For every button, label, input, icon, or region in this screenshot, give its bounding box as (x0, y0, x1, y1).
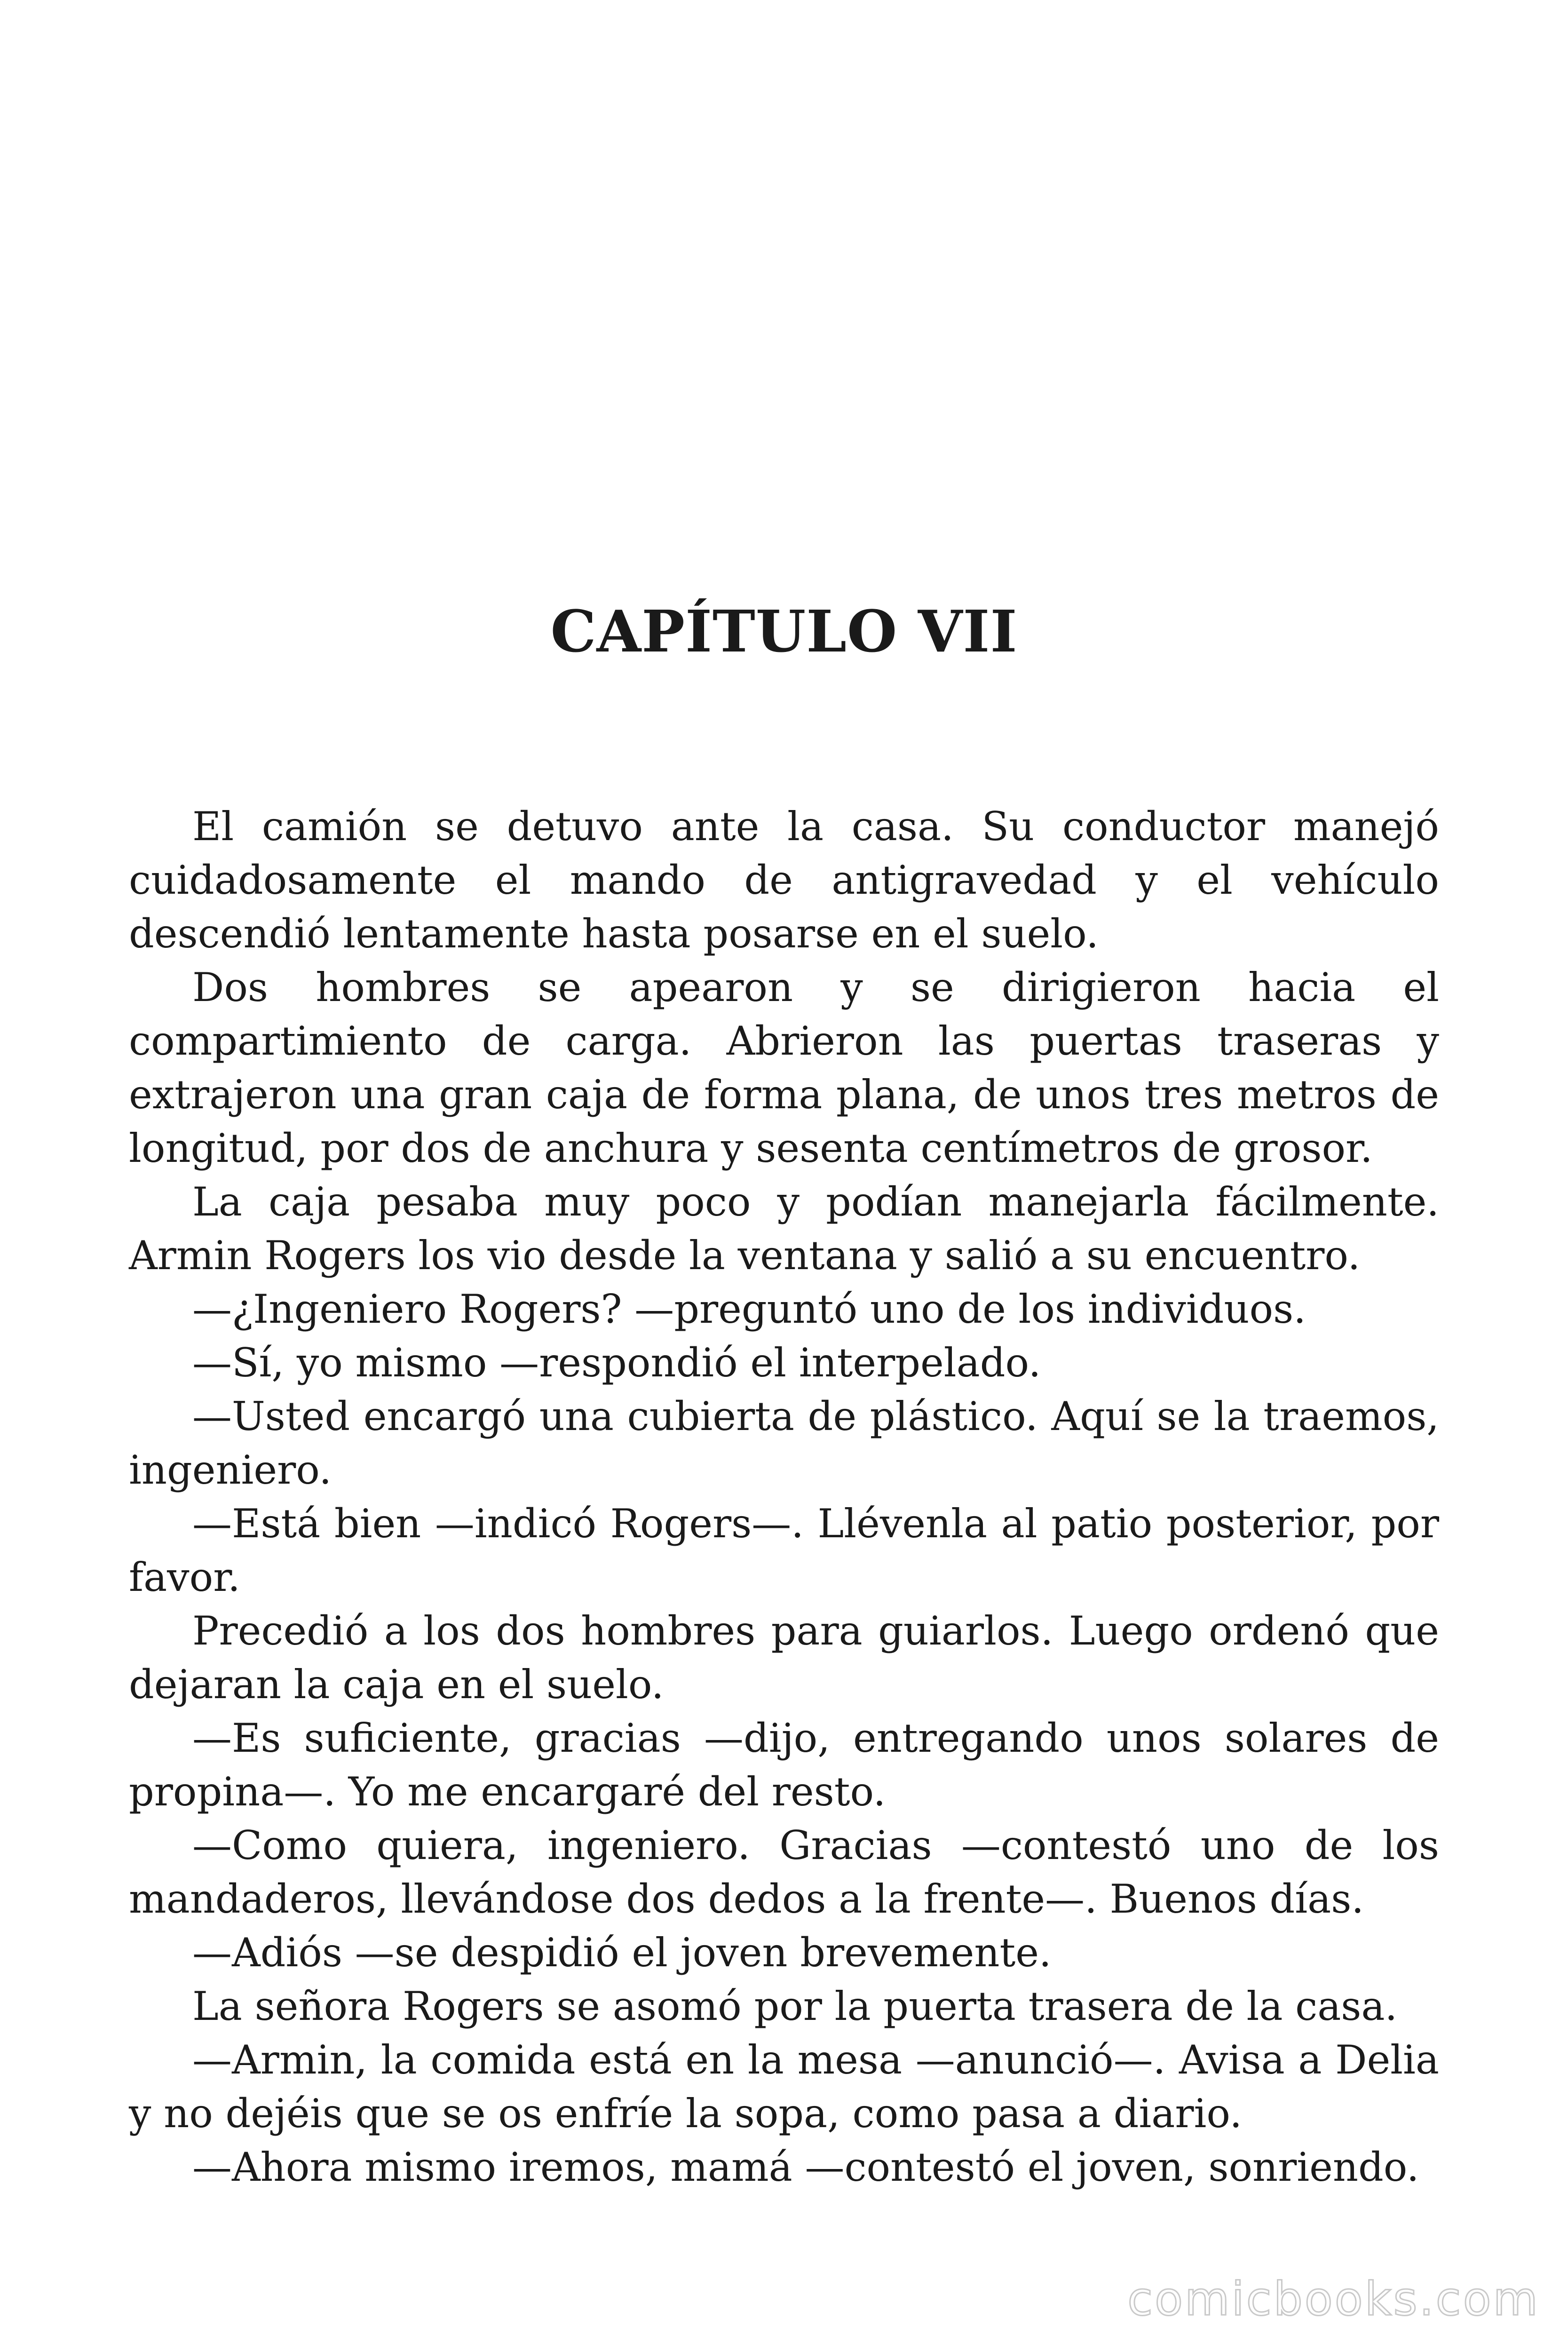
dialogue-line: —¿Ingeniero Rogers? —preguntó uno de los individuos. (192, 1286, 1306, 1332)
dialogue-line: —Como quiera, ingeniero. Gracias —contestó uno de los mandaderos, llevándose dos dedos a la frente—. Buenos días. (129, 1822, 1439, 1922)
paragraph: Precedió a los dos hombres para guiarlos. Luego ordenó que dejaran la caja en el suelo. (129, 1608, 1439, 1708)
chapter-body (129, 800, 1439, 2194)
dialogue-line: —Sí, yo mismo —respondió el interpelado. (192, 1340, 1041, 1386)
dialogue-line: —Usted encargó una cubierta de plástico. Aquí se la traemos, ingeniero. (129, 1393, 1439, 1493)
paragraph: Dos hombres se apearon y se dirigieron hacia el compartimiento de carga. Abrieron las puertas traseras y extrajeron una gran caja de forma plana, de unos tres metros de longitud, por dos de anchura y sesenta centímetros de grosor. (129, 964, 1439, 1171)
dialogue-line: —Ahora mismo iremos, mamá —contestó el joven, sonriendo. (192, 2144, 1419, 2190)
dialogue-line: —Adiós —se despidió el joven brevemente. (192, 1930, 1052, 1976)
dialogue-line: —Armin, la comida está en la mesa —anunció—. Avisa a Delia y no dejéis que se os enfríe la sopa, como pasa a diario. (129, 2037, 1439, 2137)
chapter-title: CAPÍTULO VII (550, 597, 1018, 665)
dialogue-line: —Es suficiente, gracias —dijo, entregando unos solares de propina—. Yo me encargaré del resto. (129, 1715, 1439, 1815)
dialogue-line: —Está bien —indicó Rogers—. Llévenla al patio posterior, por favor. (129, 1501, 1439, 1600)
paragraph: La caja pesaba muy poco y podían manejarla fácilmente. Armin Rogers los vio desde la ventana y salió a su encuentro. (129, 1179, 1439, 1279)
paragraph: El camión se detuvo ante la casa. Su conductor manejó cuidadosamente el mando de antigravedad y el vehículo descendió lentamente hasta posarse en el suelo. (129, 803, 1439, 957)
watermark: comicbooks.com (1127, 2273, 1540, 2326)
paragraph: La señora Rogers se asomó por la puerta trasera de la casa. (192, 1983, 1398, 2029)
